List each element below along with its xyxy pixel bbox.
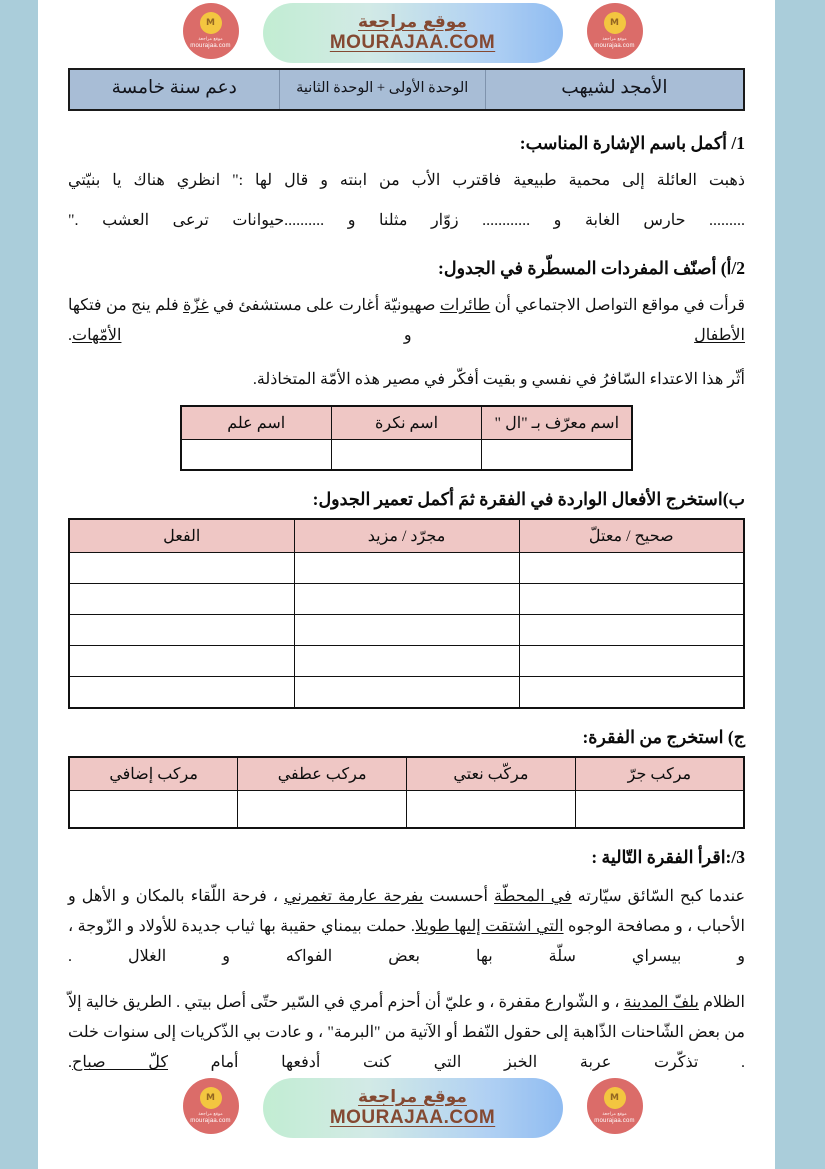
compounds-col-naati: مركّب نعتي xyxy=(407,757,576,791)
header-row xyxy=(69,69,744,110)
table-cell[interactable] xyxy=(575,791,744,829)
table-cell[interactable] xyxy=(69,553,294,584)
compounds-col-atfi: مركب عطفي xyxy=(238,757,407,791)
verbs-header-row xyxy=(69,519,744,553)
watermark-arabic-label: موقع مراجعة xyxy=(358,1087,467,1107)
worksheet-header-table xyxy=(68,68,745,111)
table-row xyxy=(69,584,744,615)
table-row xyxy=(69,553,744,584)
verbs-col-bare-augmented: مجرّد / مزيد xyxy=(294,519,519,553)
table-cell[interactable] xyxy=(181,440,332,471)
worksheet-content xyxy=(38,68,775,1088)
question-1-line-2: ......... حارس الغابة و ............ زوّار مثلنا و ..........حيوانات ترعى العشب ." xyxy=(68,212,745,229)
table-cell[interactable] xyxy=(519,553,744,584)
table-row xyxy=(69,677,744,709)
nouns-table-body xyxy=(181,440,633,471)
table-cell[interactable] xyxy=(69,677,294,709)
question-2c-heading: ج) استخرج من الفقرة: xyxy=(582,727,745,747)
table-cell[interactable] xyxy=(69,615,294,646)
verbs-table xyxy=(68,518,745,709)
logo-domain-text: mourajaa.com xyxy=(594,1118,635,1124)
table-cell[interactable] xyxy=(294,646,519,677)
logo-badge-icon: M xyxy=(604,1087,626,1109)
logo-badge-icon: M xyxy=(200,12,222,34)
table-row xyxy=(69,646,744,677)
compounds-header-row xyxy=(69,757,744,791)
table-cell[interactable] xyxy=(331,440,482,471)
worksheet-page xyxy=(38,0,775,1169)
logo-arabic-text: موقع مراجعة xyxy=(602,37,627,42)
table-cell[interactable] xyxy=(519,677,744,709)
compounds-col-jarr: مركب جرّ xyxy=(575,757,744,791)
question-2-paragraph-2: أثّر هذا الاعتداء السّافرُ في نفسي و بقيت أفكّر في مصير هذه الأمّة المتخاذلة. xyxy=(252,371,745,388)
question-1-heading: 1/ أكمل باسم الإشارة المناسب: xyxy=(519,133,745,153)
question-3-paragraph-2: الظلام بلفّ المدينة ، و الشّوارع مقفرة ، و عليّ أن أحزم أمري في السّير حتّى أصل بيتي . الطريق خالية إلاّ من بعض الشّاحنات الذّاهبة إلى حقول النّفط أو الآتية من "البرمة" ، و عادت بي الذّكريات إلى سنوات خلت . تذكّرت عربة الخبز التي كنت أدفعها أمام كلّ صباح. xyxy=(68,994,745,1071)
logo-domain-text: mourajaa.com xyxy=(190,43,231,49)
verbs-table-body xyxy=(69,553,744,709)
table-row xyxy=(69,791,744,829)
question-2-heading: 2/أ) أصنّف المفردات المسطّرة في الجدول: xyxy=(438,258,745,278)
watermark-arabic-label: موقع مراجعة xyxy=(358,12,467,32)
compounds-table-body xyxy=(69,791,744,829)
verbs-col-verb: الفعل xyxy=(69,519,294,553)
nouns-col-definite: اسم معرّف بـ "ال " xyxy=(482,406,633,440)
nouns-header-row xyxy=(181,406,633,440)
logo-arabic-text: موقع مراجعة xyxy=(602,1112,627,1117)
table-cell[interactable] xyxy=(519,615,744,646)
question-2-paragraph-1: قرأت في مواقع التواصل الاجتماعي أن طائرات صهيونيّة أغارت على مستشفئ في غزّة فلم ينج من فتكها الأطفال و الأمّهات. xyxy=(68,297,746,344)
header-cell-units: الوحدة الأولى + الوحدة الثانية xyxy=(279,69,485,110)
question-3-paragraph-1: عندما كبح السّائق سيّارته في المحطّة أحسست بفرحة عارمة تغمرني ، فرحة اللّقاء بالمكان و الأهل و الأحباب ، و مصافحة الوجوه التي اشتقت إليها طويلا. حملت بيمناي حقيبة بها ثياب جديدة للأولاد و الزّوجة ، و بيسراي سلّة بها بعض الفواكه و الغلال . xyxy=(68,888,746,965)
verbs-table-head xyxy=(69,519,744,553)
nouns-col-indefinite: اسم نكرة xyxy=(331,406,482,440)
header-cell-level: دعم سنة خامسة xyxy=(69,69,279,110)
table-cell[interactable] xyxy=(519,646,744,677)
nouns-table-head xyxy=(181,406,633,440)
table-cell[interactable] xyxy=(519,584,744,615)
table-cell[interactable] xyxy=(294,553,519,584)
table-cell[interactable] xyxy=(294,584,519,615)
logo-domain-text: mourajaa.com xyxy=(594,43,635,49)
logo-arabic-text: موقع مراجعة xyxy=(198,1112,223,1117)
compounds-col-idafi: مركب إضافي xyxy=(69,757,238,791)
nouns-col-proper: اسم علم xyxy=(181,406,332,440)
header-cell-teacher: الأمجد لشيهب xyxy=(485,69,744,110)
table-cell[interactable] xyxy=(238,791,407,829)
logo-domain-text: mourajaa.com xyxy=(190,1118,231,1124)
table-row xyxy=(181,440,633,471)
table-cell[interactable] xyxy=(294,615,519,646)
logo-arabic-text: موقع مراجعة xyxy=(198,37,223,42)
nouns-classification-table xyxy=(180,405,634,471)
watermark-domain-label: MOURAJAA.COM xyxy=(329,32,496,53)
table-cell[interactable] xyxy=(294,677,519,709)
logo-badge-icon: M xyxy=(200,1087,222,1109)
compounds-table xyxy=(68,756,745,829)
logo-badge-icon: M xyxy=(604,12,626,34)
table-cell[interactable] xyxy=(69,584,294,615)
table-cell[interactable] xyxy=(69,791,238,829)
question-1-line-1: ذهبت العائلة إلى محمية طبيعية فاقترب الأب من ابنته و قال لها :" انظري هناك يا بنيّتي xyxy=(68,172,745,189)
verbs-col-sound-defective: صحيح / معتلّ xyxy=(519,519,744,553)
question-2b-heading: ب)استخرج الأفعال الواردة في الفقرة ثمَ أكمل تعمير الجدول: xyxy=(312,489,745,509)
table-cell[interactable] xyxy=(407,791,576,829)
compounds-table-head xyxy=(69,757,744,791)
table-cell[interactable] xyxy=(69,646,294,677)
table-row xyxy=(69,615,744,646)
watermark-domain-label: MOURAJAA.COM xyxy=(329,1107,496,1128)
question-3-heading: 3/:اقرأ الفقرة التّالية : xyxy=(591,847,745,867)
table-cell[interactable] xyxy=(482,440,633,471)
